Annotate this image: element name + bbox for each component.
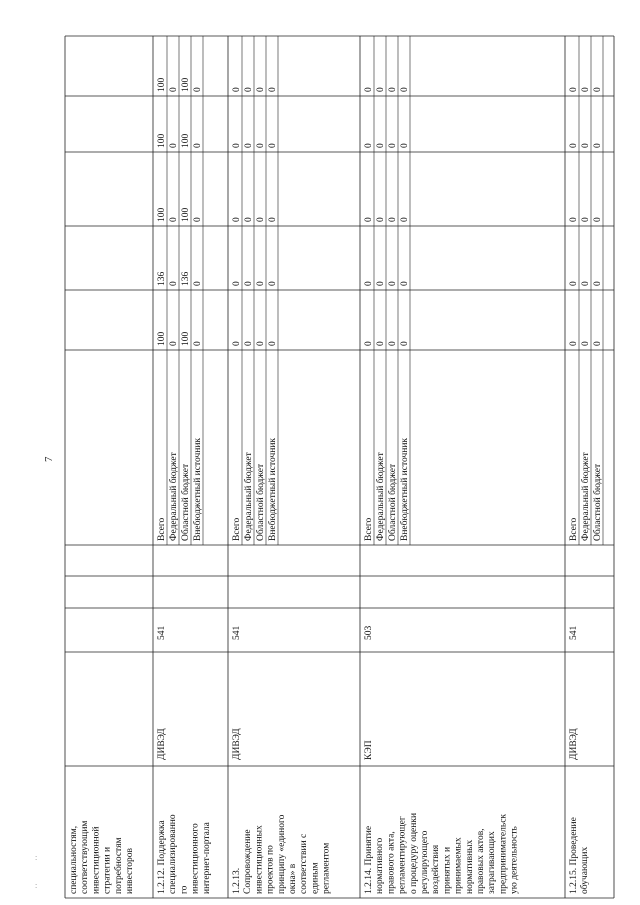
value-cell: 0 <box>593 87 603 92</box>
value-cell: 0 <box>569 217 579 222</box>
value-cell: 0 <box>581 217 591 222</box>
value-cell: 100 <box>157 77 167 92</box>
measure-name-line: окна» в <box>288 863 298 894</box>
funding-source: Федеральный бюджет <box>376 452 386 541</box>
measure-name-line: единым <box>310 862 321 894</box>
value-cell: 0 <box>193 341 203 346</box>
measure-name-line: ую деятельность <box>509 826 520 894</box>
value-cell: 0 <box>232 87 242 92</box>
executor-cell: КЭП <box>364 740 374 760</box>
value-cell: 0 <box>169 341 179 346</box>
value-cell: 0 <box>400 341 410 346</box>
value-cell: 0 <box>569 281 579 286</box>
funding-source: Всего <box>569 517 579 541</box>
measure-name-line: 1.2.13. <box>232 867 242 894</box>
funding-source: Областной бюджет <box>181 463 191 541</box>
value-cell: 0 <box>581 281 591 286</box>
value-cell: 0 <box>169 281 179 286</box>
measure-name-line: проектов по <box>265 845 276 894</box>
value-cell: 0 <box>593 217 603 222</box>
measure-name-line: интернет-портала <box>201 822 212 894</box>
value-cell: 0 <box>256 341 266 346</box>
value-cell: 100 <box>157 331 167 346</box>
measure-name-line: 1.2.15. Проведение <box>569 817 579 894</box>
measure-name-line: принимаемых <box>453 837 464 894</box>
value-cell: 0 <box>581 143 591 148</box>
code-cell: 541 <box>157 625 167 640</box>
value-cell: 0 <box>388 87 398 92</box>
funding-source: Федеральный бюджет <box>169 452 179 541</box>
value-cell: 0 <box>376 281 386 286</box>
value-cell: 0 <box>400 143 410 148</box>
measure-name-line: обучающих <box>580 846 591 894</box>
measure-name-line: инвестиционного <box>190 823 201 894</box>
page-number <box>43 456 55 462</box>
funding-source: Внебюджетный источник <box>268 437 278 541</box>
value-cell: 0 <box>593 281 603 286</box>
executor-cell: ДИВЭД <box>157 728 167 760</box>
measure-name-line: Сопровождение <box>243 829 254 894</box>
value-cell: 0 <box>256 87 266 92</box>
code-cell: 503 <box>364 625 374 640</box>
value-cell: 0 <box>193 87 203 92</box>
funding-source: Федеральный бюджет <box>581 452 591 541</box>
value-cell: 0 <box>232 143 242 148</box>
value-cell: 0 <box>376 143 386 148</box>
value-cell: 0 <box>256 281 266 286</box>
measure-name-line: принципу «единого <box>276 814 287 894</box>
measure-name-line: правового акта, <box>386 831 397 894</box>
page-number-text: 7 <box>43 456 55 462</box>
measure-name-line: предпринимательск <box>498 813 509 894</box>
funding-source: Всего <box>364 517 374 541</box>
value-cell: 136 <box>157 271 167 286</box>
measure-name-line: го <box>179 885 190 894</box>
value-cell: 0 <box>364 217 374 222</box>
value-cell: 136 <box>181 271 191 286</box>
value-cell: 0 <box>232 281 242 286</box>
value-cell: 0 <box>388 143 398 148</box>
value-cell: 0 <box>593 143 603 148</box>
value-cell: 100 <box>181 133 191 148</box>
funding-source: Федеральный бюджет <box>244 452 254 541</box>
value-cell: 0 <box>193 217 203 222</box>
measure-name-line: затрагивающих <box>487 831 498 894</box>
value-cell: 0 <box>400 87 410 92</box>
measure-name-line: правовых актов, <box>476 828 486 894</box>
measure-name-line: инвестиционных <box>254 825 265 894</box>
funding-source: Всего <box>157 517 167 541</box>
value-cell: 0 <box>244 217 254 222</box>
value-cell: 100 <box>157 133 167 148</box>
measure-name-line: потребностям <box>113 837 124 894</box>
measure-name-line: регламентом <box>321 842 332 894</box>
measure-name-line: нормативного <box>375 837 386 894</box>
funding-source: Областной бюджет <box>256 463 266 541</box>
value-cell: 0 <box>193 281 203 286</box>
value-cell: 0 <box>388 217 398 222</box>
value-cell: 0 <box>400 217 410 222</box>
value-cell: 0 <box>268 87 278 92</box>
value-cell: 100 <box>157 207 167 222</box>
value-cell: 0 <box>268 281 278 286</box>
value-cell: 100 <box>181 207 191 222</box>
measure-name-line: о процедуру оценки <box>408 812 419 894</box>
value-cell: 0 <box>388 281 398 286</box>
value-cell: 100 <box>181 331 191 346</box>
value-cell: 0 <box>376 341 386 346</box>
table-grid <box>65 36 614 898</box>
value-cell: 0 <box>232 217 242 222</box>
measure-name-line: воздействия <box>431 844 442 894</box>
value-cell: 0 <box>244 143 254 148</box>
code-cell: 541 <box>569 625 579 640</box>
value-cell: 0 <box>388 341 398 346</box>
value-cell: 0 <box>400 281 410 286</box>
measure-name-line: стратегии и <box>102 846 113 894</box>
value-cell: 0 <box>364 87 374 92</box>
value-cell: 0 <box>244 341 254 346</box>
value-cell: 0 <box>364 281 374 286</box>
value-cell: 0 <box>569 143 579 148</box>
value-cell: 0 <box>364 143 374 148</box>
value-cell: 0 <box>581 341 591 346</box>
executor-cell: ДИВЭД <box>569 728 579 760</box>
value-cell: 0 <box>364 341 374 346</box>
value-cell: 0 <box>232 341 242 346</box>
value-cell: 0 <box>169 87 179 92</box>
measure-name-line: 1.2.14. Принятие <box>364 825 374 894</box>
table-cells <box>69 78 603 895</box>
measure-name-line: принятых и <box>442 846 453 894</box>
measure-name-line: соответствующим <box>80 820 91 894</box>
value-cell: 0 <box>569 341 579 346</box>
value-cell: 0 <box>581 87 591 92</box>
value-cell: 0 <box>256 143 266 148</box>
measure-name-line: 1.2.12. Поддержка <box>157 820 167 894</box>
funding-source: Областной бюджет <box>593 463 603 541</box>
value-cell: 0 <box>244 87 254 92</box>
measure-name-line: инвесторов <box>125 847 135 894</box>
value-cell: 0 <box>376 217 386 222</box>
value-cell: 0 <box>244 281 254 286</box>
value-cell: 0 <box>169 143 179 148</box>
code-cell: 541 <box>232 625 242 640</box>
measure-name-line: специализированно <box>168 814 179 894</box>
funding-source: Внебюджетный источник <box>193 437 203 541</box>
measure-name-line: соответствии с <box>299 833 310 894</box>
value-cell: 0 <box>268 217 278 222</box>
value-cell: 0 <box>268 143 278 148</box>
measure-name-line: регламентирующег <box>397 816 408 894</box>
scan-speck: : <box>35 853 38 862</box>
value-cell: 0 <box>268 341 278 346</box>
funding-source: Всего <box>232 517 242 541</box>
value-cell: 0 <box>376 87 386 92</box>
value-cell: 0 <box>569 87 579 92</box>
funding-source: Областной бюджет <box>388 463 398 541</box>
value-cell: 0 <box>256 217 266 222</box>
measure-name-line: регулирующего <box>420 830 430 894</box>
measure-name-line: специальностям, <box>69 825 79 894</box>
value-cell: 0 <box>193 143 203 148</box>
value-cell: 0 <box>593 341 603 346</box>
value-cell: 0 <box>169 217 179 222</box>
value-cell: 100 <box>181 77 191 92</box>
measure-name-line: инвестиционной <box>91 826 102 894</box>
executor-cell: ДИВЭД <box>232 728 242 760</box>
funding-source: Внебюджетный источник <box>400 437 410 541</box>
scan-specks <box>35 853 37 890</box>
measure-name-line: нормативных <box>464 839 475 894</box>
scan-speck: : <box>35 881 38 890</box>
